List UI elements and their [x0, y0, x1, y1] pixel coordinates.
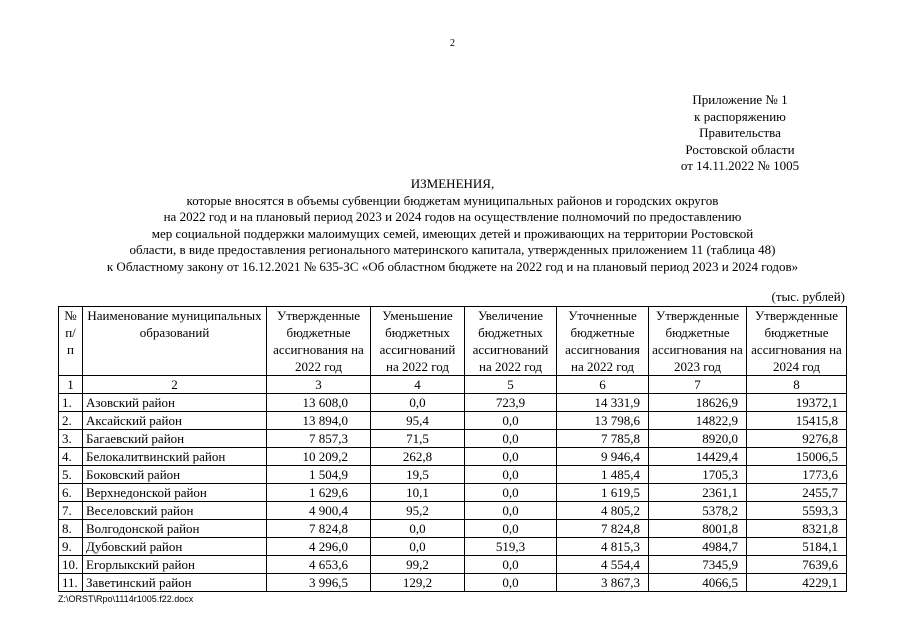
table-row [59, 466, 847, 484]
appendix-line: Приложение № 1 [692, 92, 788, 107]
row-number-cell: 1. [59, 394, 83, 412]
amount-cell: 8001,8 [649, 520, 747, 538]
amount-cell: 7 785,8 [557, 430, 649, 448]
header-cell: Утвержденные бюджетные ассигнования на 2023 год [649, 307, 747, 376]
amount-cell: 0,0 [465, 430, 557, 448]
amount-cell: 19,5 [371, 466, 465, 484]
amount-cell: 4229,1 [747, 574, 847, 592]
amount-cell: 0,0 [465, 466, 557, 484]
header-cell: Утвержденные бюджетные ассигнования на 2022 год [267, 307, 371, 376]
amount-cell: 4 815,3 [557, 538, 649, 556]
appendix-line: Правительства [699, 125, 781, 140]
header-cell: Уточненные бюджетные ассигнования на 2022 год [557, 307, 649, 376]
amount-cell: 71,5 [371, 430, 465, 448]
column-number: 5 [465, 376, 557, 394]
title-line: ИЗМЕНЕНИЯ, [410, 176, 495, 191]
units-label: (тыс. рублей) [771, 289, 845, 304]
amount-cell: 8321,8 [747, 520, 847, 538]
amount-cell: 18626,9 [649, 394, 747, 412]
amount-cell: 7 824,8 [267, 520, 371, 538]
amount-cell: 4 554,4 [557, 556, 649, 574]
amount-cell: 0,0 [465, 574, 557, 592]
row-number-cell: 11. [59, 574, 83, 592]
amount-cell: 0,0 [371, 538, 465, 556]
amount-cell: 10,1 [371, 484, 465, 502]
amount-cell: 95,4 [371, 412, 465, 430]
row-number-cell: 6. [59, 484, 83, 502]
column-number: 7 [649, 376, 747, 394]
header-cell: Утвержденные бюджетные ассигнования на 2024 год [747, 307, 847, 376]
table-row [59, 448, 847, 466]
amount-cell: 13 798,6 [557, 412, 649, 430]
municipality-name-cell: Аксайский район [83, 412, 267, 430]
column-number: 3 [267, 376, 371, 394]
appendix-line: Ростовской области [685, 141, 795, 157]
table-row [59, 538, 847, 556]
row-number-cell: 2. [59, 412, 83, 430]
amount-cell: 14 331,9 [557, 394, 649, 412]
amount-cell: 0,0 [371, 394, 465, 412]
amount-cell: 13 608,0 [267, 394, 371, 412]
header-cell: Наименование муниципальных образований [83, 307, 267, 376]
file-path-footer: Z:\ORST\Rpo\1114r1005.f22.docx [58, 594, 194, 604]
column-number: 8 [747, 376, 847, 394]
row-number-cell: 10. [59, 556, 83, 574]
table-row [59, 556, 847, 574]
header-cell: Увеличение бюджетных ассигнований на 2022 год [465, 307, 557, 376]
appendix-line: к распоряжению [694, 108, 786, 124]
municipality-name-cell: Волгодонской район [83, 520, 267, 538]
amount-cell: 1 485,4 [557, 466, 649, 484]
amount-cell: 129,2 [371, 574, 465, 592]
row-number-cell: 4. [59, 448, 83, 466]
amount-cell: 0,0 [465, 520, 557, 538]
municipality-name-cell: Заветинский район [83, 574, 267, 592]
title-line: мер социальной поддержки малоимущих семей, имеющих детей и проживающих на территории Ростовской [151, 225, 754, 241]
amount-cell: 7 824,8 [557, 520, 649, 538]
table-header-row [59, 307, 847, 376]
appendix-block [640, 92, 840, 175]
amount-cell: 7345,9 [649, 556, 747, 574]
amount-cell: 5184,1 [747, 538, 847, 556]
row-number-cell: 3. [59, 430, 83, 448]
amount-cell: 4 653,6 [267, 556, 371, 574]
amount-cell: 4984,7 [649, 538, 747, 556]
document-title [0, 176, 905, 275]
amount-cell: 7 857,3 [267, 430, 371, 448]
amount-cell: 1773,6 [747, 466, 847, 484]
amount-cell: 14822,9 [649, 412, 747, 430]
municipality-name-cell: Боковский район [83, 466, 267, 484]
title-line: на 2022 год и на плановый период 2023 и 2024 годов на осуществление полномочий по предоставлению [163, 209, 742, 224]
column-number-row [59, 376, 847, 394]
amount-cell: 1 629,6 [267, 484, 371, 502]
amount-cell: 0,0 [465, 502, 557, 520]
amount-cell: 15006,5 [747, 448, 847, 466]
row-number-cell: 7. [59, 502, 83, 520]
title-line: к Областному закону от 16.12.2021 № 635-ЗС «Об областном бюджете на 2022 год и на плановый период 2023 и 2024 годов» [106, 258, 799, 274]
amount-cell: 1 504,9 [267, 466, 371, 484]
budget-table [58, 306, 847, 592]
header-cell: № п/п [59, 307, 83, 376]
table-row [59, 484, 847, 502]
amount-cell: 0,0 [465, 484, 557, 502]
amount-cell: 2361,1 [649, 484, 747, 502]
amount-cell: 0,0 [465, 448, 557, 466]
amount-cell: 4 805,2 [557, 502, 649, 520]
amount-cell: 0,0 [465, 556, 557, 574]
amount-cell: 4 296,0 [267, 538, 371, 556]
table-row [59, 502, 847, 520]
title-line: которые вносятся в объемы субвенции бюджетам муниципальных районов и городских округов [186, 192, 719, 208]
amount-cell: 2455,7 [747, 484, 847, 502]
amount-cell: 0,0 [465, 412, 557, 430]
amount-cell: 3 867,3 [557, 574, 649, 592]
amount-cell: 99,2 [371, 556, 465, 574]
amount-cell: 8920,0 [649, 430, 747, 448]
municipality-name-cell: Азовский район [83, 394, 267, 412]
amount-cell: 15415,8 [747, 412, 847, 430]
amount-cell: 95,2 [371, 502, 465, 520]
amount-cell: 10 209,2 [267, 448, 371, 466]
amount-cell: 7639,6 [747, 556, 847, 574]
appendix-line: от 14.11.2022 № 1005 [680, 158, 800, 173]
table-row [59, 520, 847, 538]
row-number-cell: 9. [59, 538, 83, 556]
amount-cell: 3 996,5 [267, 574, 371, 592]
amount-cell: 14429,4 [649, 448, 747, 466]
row-number-cell: 8. [59, 520, 83, 538]
amount-cell: 4 900,4 [267, 502, 371, 520]
table-row [59, 574, 847, 592]
amount-cell: 1705,3 [649, 466, 747, 484]
amount-cell: 9276,8 [747, 430, 847, 448]
column-number: 1 [59, 376, 83, 394]
column-number: 4 [371, 376, 465, 394]
table-row [59, 394, 847, 412]
amount-cell: 4066,5 [649, 574, 747, 592]
table-row [59, 430, 847, 448]
header-cell: Уменьшение бюджетных ассигнований на 2022 год [371, 307, 465, 376]
amount-cell: 13 894,0 [267, 412, 371, 430]
amount-cell: 9 946,4 [557, 448, 649, 466]
amount-cell: 5593,3 [747, 502, 847, 520]
row-number-cell: 5. [59, 466, 83, 484]
column-number: 6 [557, 376, 649, 394]
page-number: 2 [450, 38, 455, 49]
title-line: области, в виде предоставления регионального материнского капитала, утвержденных приложением 11 (таблица 48) [129, 242, 776, 257]
amount-cell: 19372,1 [747, 394, 847, 412]
amount-cell: 0,0 [371, 520, 465, 538]
municipality-name-cell: Белокалитвинский район [83, 448, 267, 466]
amount-cell: 5378,2 [649, 502, 747, 520]
municipality-name-cell: Багаевский район [83, 430, 267, 448]
municipality-name-cell: Дубовский район [83, 538, 267, 556]
amount-cell: 519,3 [465, 538, 557, 556]
column-number: 2 [83, 376, 267, 394]
amount-cell: 262,8 [371, 448, 465, 466]
municipality-name-cell: Егорлыкский район [83, 556, 267, 574]
table-row [59, 412, 847, 430]
municipality-name-cell: Верхнедонской район [83, 484, 267, 502]
municipality-name-cell: Веселовский район [83, 502, 267, 520]
amount-cell: 1 619,5 [557, 484, 649, 502]
amount-cell: 723,9 [465, 394, 557, 412]
